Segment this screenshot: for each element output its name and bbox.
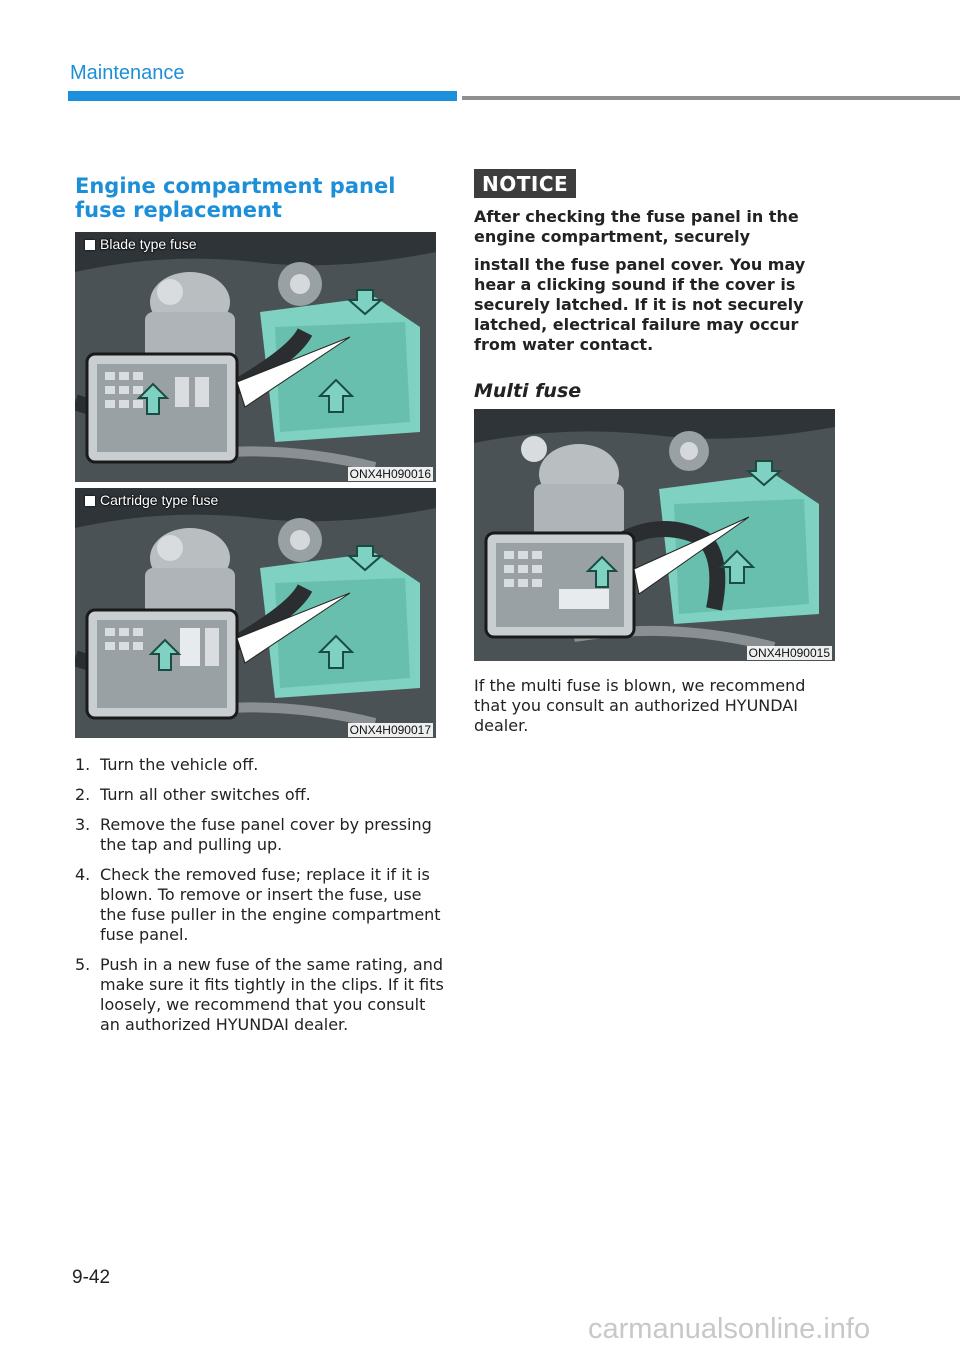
step-number: 1. bbox=[75, 755, 91, 774]
header-divider bbox=[462, 96, 960, 100]
figure-code: ONX4H090015 bbox=[748, 646, 830, 660]
figure-code: ONX4H090016 bbox=[349, 467, 431, 481]
notice-badge: NOTICE bbox=[474, 169, 576, 198]
figure-label bbox=[85, 492, 218, 508]
step-text: Check the removed fuse; replace it if it is blown. To remove or insert the fuse, use the fuse puller in the engine compartment fuse panel. bbox=[100, 865, 441, 944]
notice-paragraph: install the fuse panel cover. You may hear a clicking sound if the cover is securely latched. If it is not securely latched, electrical failure may occur from water contact. bbox=[474, 255, 806, 354]
engine-bay-illustration bbox=[75, 488, 436, 738]
multi-fuse-body: If the multi fuse is blown, we recommend that you consult an authorized HYUNDAI dealer. bbox=[474, 676, 806, 735]
step-item bbox=[75, 955, 445, 1035]
procedure-steps bbox=[75, 755, 445, 1045]
figure-multi-fuse bbox=[474, 409, 835, 661]
step-item bbox=[75, 815, 445, 855]
figure-code: ONX4H090017 bbox=[349, 723, 431, 737]
step-item bbox=[75, 865, 445, 945]
step-text: Remove the fuse panel cover by pressing the tap and pulling up. bbox=[100, 815, 432, 854]
watermark: carmanualsonline.info bbox=[588, 1313, 871, 1345]
figure-blade-fuse bbox=[75, 232, 436, 482]
step-item bbox=[75, 785, 445, 805]
bullet-square-icon bbox=[85, 496, 95, 506]
header-accent-bar bbox=[68, 91, 457, 101]
section-label: Maintenance bbox=[70, 62, 185, 84]
notice-text bbox=[474, 207, 819, 363]
page-number: 9-42 bbox=[72, 1267, 111, 1288]
step-text: Turn all other switches off. bbox=[100, 785, 311, 804]
section-heading: Engine compartment panel fuse replacement bbox=[75, 174, 396, 222]
engine-bay-illustration bbox=[75, 232, 436, 482]
figure-label-text: Blade type fuse bbox=[100, 236, 197, 252]
step-number: 4. bbox=[75, 865, 91, 884]
figure-label bbox=[85, 236, 197, 252]
step-number: 5. bbox=[75, 955, 91, 974]
subheading-multi-fuse: Multi fuse bbox=[474, 380, 582, 402]
step-number: 3. bbox=[75, 815, 91, 834]
step-number: 2. bbox=[75, 785, 91, 804]
step-item bbox=[75, 755, 445, 775]
figure-cartridge-fuse bbox=[75, 488, 436, 738]
notice-paragraph: After checking the fuse panel in the engine compartment, securely bbox=[474, 207, 799, 246]
engine-bay-illustration bbox=[474, 409, 835, 661]
step-text: Push in a new fuse of the same rating, and make sure it fits tightly in the clips. If it fits loosely, we recommend that you consult an authorized HYUNDAI dealer. bbox=[100, 955, 444, 1034]
bullet-square-icon bbox=[85, 240, 95, 250]
step-text: Turn the vehicle off. bbox=[100, 755, 259, 774]
figure-label-text: Cartridge type fuse bbox=[100, 492, 219, 508]
